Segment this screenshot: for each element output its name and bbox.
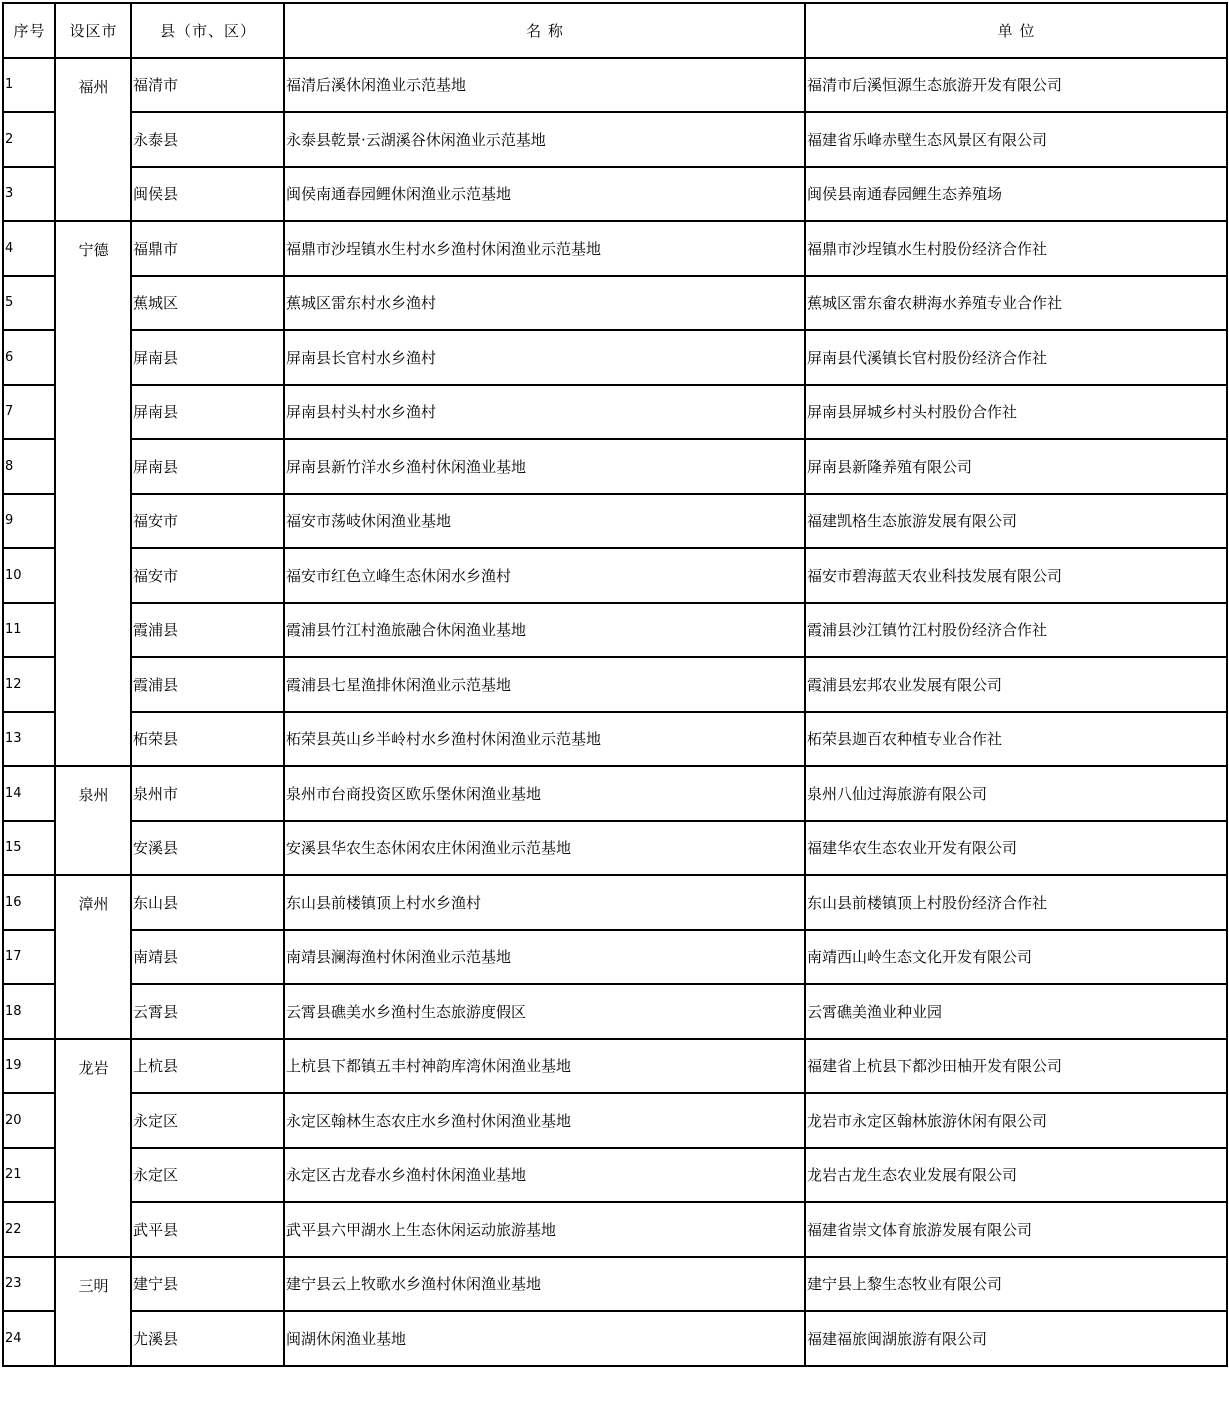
cell-city: 龙岩 (55, 1039, 131, 1257)
cell-seq: 20 (3, 1093, 55, 1148)
header-name: 名 称 (284, 3, 805, 58)
cell-county: 南靖县 (131, 930, 284, 985)
cell-name: 屏南县村头村水乡渔村 (284, 385, 805, 440)
cell-seq: 18 (3, 984, 55, 1039)
cell-name: 永定区古龙春水乡渔村休闲渔业基地 (284, 1148, 805, 1203)
cell-seq: 12 (3, 657, 55, 712)
cell-county: 柘荣县 (131, 712, 284, 767)
cell-county: 福清市 (131, 58, 284, 113)
table-row (3, 167, 1227, 222)
table-row (3, 1311, 1227, 1366)
cell-unit: 福建省崇文体育旅游发展有限公司 (805, 1202, 1227, 1257)
cell-seq: 1 (3, 58, 55, 113)
cell-city: 泉州 (55, 766, 131, 875)
cell-unit: 柘荣县迦百农种植专业合作社 (805, 712, 1227, 767)
cell-name: 闽侯南通春园鲤休闲渔业示范基地 (284, 167, 805, 222)
cell-seq: 8 (3, 439, 55, 494)
header-unit: 单 位 (805, 3, 1227, 58)
cell-county: 永泰县 (131, 112, 284, 167)
table-row (3, 657, 1227, 712)
cell-name: 福安市红色立峰生态休闲水乡渔村 (284, 548, 805, 603)
cell-unit: 龙岩古龙生态农业发展有限公司 (805, 1148, 1227, 1203)
cell-unit: 福建省上杭县下都沙田柚开发有限公司 (805, 1039, 1227, 1094)
cell-county: 屏南县 (131, 439, 284, 494)
cell-unit: 屏南县屏城乡村头村股份合作社 (805, 385, 1227, 440)
cell-name: 云霄县礁美水乡渔村生态旅游度假区 (284, 984, 805, 1039)
cell-unit: 龙岩市永定区翰林旅游休闲有限公司 (805, 1093, 1227, 1148)
cell-unit: 东山县前楼镇顶上村股份经济合作社 (805, 875, 1227, 930)
table-row (3, 821, 1227, 876)
cell-seq: 5 (3, 276, 55, 331)
cell-name: 蕉城区雷东村水乡渔村 (284, 276, 805, 331)
table-row (3, 1257, 1227, 1312)
cell-unit: 福建省乐峰赤壁生态风景区有限公司 (805, 112, 1227, 167)
cell-seq: 13 (3, 712, 55, 767)
cell-name: 霞浦县七星渔排休闲渔业示范基地 (284, 657, 805, 712)
cell-county: 霞浦县 (131, 657, 284, 712)
cell-county: 福鼎市 (131, 221, 284, 276)
cell-county: 永定区 (131, 1093, 284, 1148)
cell-county: 东山县 (131, 875, 284, 930)
cell-city: 漳州 (55, 875, 131, 1039)
cell-seq: 7 (3, 385, 55, 440)
cell-unit: 福建华农生态农业开发有限公司 (805, 821, 1227, 876)
table-row (3, 766, 1227, 821)
cell-unit: 福建福旅闽湖旅游有限公司 (805, 1311, 1227, 1366)
cell-name: 安溪县华农生态休闲农庄休闲渔业示范基地 (284, 821, 805, 876)
cell-unit: 霞浦县宏邦农业发展有限公司 (805, 657, 1227, 712)
table-row (3, 548, 1227, 603)
cell-name: 福安市荡岐休闲渔业基地 (284, 494, 805, 549)
cell-county: 霞浦县 (131, 603, 284, 658)
table-row (3, 712, 1227, 767)
fishery-base-table (2, 2, 1228, 1367)
table-row (3, 875, 1227, 930)
cell-county: 安溪县 (131, 821, 284, 876)
cell-seq: 22 (3, 1202, 55, 1257)
cell-county: 泉州市 (131, 766, 284, 821)
table-row (3, 1148, 1227, 1203)
cell-unit: 屏南县代溪镇长官村股份经济合作社 (805, 330, 1227, 385)
cell-unit: 福安市碧海蓝天农业科技发展有限公司 (805, 548, 1227, 603)
cell-county: 蕉城区 (131, 276, 284, 331)
cell-name: 上杭县下都镇五丰村神韵库湾休闲渔业基地 (284, 1039, 805, 1094)
cell-name: 东山县前楼镇顶上村水乡渔村 (284, 875, 805, 930)
cell-city: 三明 (55, 1257, 131, 1366)
cell-seq: 15 (3, 821, 55, 876)
table-row (3, 385, 1227, 440)
table-row (3, 603, 1227, 658)
cell-county: 上杭县 (131, 1039, 284, 1094)
table-row (3, 494, 1227, 549)
cell-seq: 19 (3, 1039, 55, 1094)
cell-name: 南靖县澜海渔村休闲渔业示范基地 (284, 930, 805, 985)
cell-seq: 11 (3, 603, 55, 658)
cell-name: 建宁县云上牧歌水乡渔村休闲渔业基地 (284, 1257, 805, 1312)
cell-unit: 福鼎市沙埕镇水生村股份经济合作社 (805, 221, 1227, 276)
cell-seq: 14 (3, 766, 55, 821)
cell-name: 柘荣县英山乡半岭村水乡渔村休闲渔业示范基地 (284, 712, 805, 767)
cell-seq: 10 (3, 548, 55, 603)
cell-name: 武平县六甲湖水上生态休闲运动旅游基地 (284, 1202, 805, 1257)
cell-seq: 9 (3, 494, 55, 549)
cell-unit: 建宁县上黎生态牧业有限公司 (805, 1257, 1227, 1312)
table-row (3, 58, 1227, 113)
cell-unit: 屏南县新隆养殖有限公司 (805, 439, 1227, 494)
cell-seq: 24 (3, 1311, 55, 1366)
cell-seq: 4 (3, 221, 55, 276)
table-row (3, 1039, 1227, 1094)
cell-unit: 泉州八仙过海旅游有限公司 (805, 766, 1227, 821)
cell-name: 屏南县新竹洋水乡渔村休闲渔业基地 (284, 439, 805, 494)
table-row (3, 930, 1227, 985)
cell-name: 福清后溪休闲渔业示范基地 (284, 58, 805, 113)
cell-county: 闽侯县 (131, 167, 284, 222)
header-county: 县（市、区） (131, 3, 284, 58)
cell-seq: 2 (3, 112, 55, 167)
table-row (3, 276, 1227, 331)
cell-name: 霞浦县竹江村渔旅融合休闲渔业基地 (284, 603, 805, 658)
header-seq: 序号 (3, 3, 55, 58)
cell-seq: 17 (3, 930, 55, 985)
cell-city: 福州 (55, 58, 131, 222)
cell-name: 福鼎市沙埕镇水生村水乡渔村休闲渔业示范基地 (284, 221, 805, 276)
cell-county: 屏南县 (131, 330, 284, 385)
cell-name: 泉州市台商投资区欧乐堡休闲渔业基地 (284, 766, 805, 821)
cell-unit: 福清市后溪恒源生态旅游开发有限公司 (805, 58, 1227, 113)
cell-unit: 霞浦县沙江镇竹江村股份经济合作社 (805, 603, 1227, 658)
cell-unit: 南靖西山岭生态文化开发有限公司 (805, 930, 1227, 985)
cell-city: 宁德 (55, 221, 131, 766)
table-row (3, 984, 1227, 1039)
cell-unit: 闽侯县南通春园鲤生态养殖场 (805, 167, 1227, 222)
cell-county: 云霄县 (131, 984, 284, 1039)
table-row (3, 221, 1227, 276)
header-city: 设区市 (55, 3, 131, 58)
cell-county: 福安市 (131, 548, 284, 603)
cell-unit: 云霄礁美渔业种业园 (805, 984, 1227, 1039)
cell-county: 永定区 (131, 1148, 284, 1203)
table-row (3, 1202, 1227, 1257)
cell-county: 武平县 (131, 1202, 284, 1257)
table-row (3, 439, 1227, 494)
cell-seq: 23 (3, 1257, 55, 1312)
cell-name: 闽湖休闲渔业基地 (284, 1311, 805, 1366)
table-row (3, 112, 1227, 167)
cell-seq: 21 (3, 1148, 55, 1203)
cell-seq: 6 (3, 330, 55, 385)
header-row (3, 3, 1227, 58)
cell-unit: 蕉城区雷东畲农耕海水养殖专业合作社 (805, 276, 1227, 331)
cell-name: 屏南县长官村水乡渔村 (284, 330, 805, 385)
table-row (3, 1093, 1227, 1148)
cell-county: 福安市 (131, 494, 284, 549)
cell-seq: 16 (3, 875, 55, 930)
cell-county: 建宁县 (131, 1257, 284, 1312)
cell-seq: 3 (3, 167, 55, 222)
cell-county: 尤溪县 (131, 1311, 284, 1366)
cell-county: 屏南县 (131, 385, 284, 440)
table-body (3, 58, 1227, 1366)
cell-unit: 福建凯格生态旅游发展有限公司 (805, 494, 1227, 549)
cell-name: 永定区翰林生态农庄水乡渔村休闲渔业基地 (284, 1093, 805, 1148)
table-row (3, 330, 1227, 385)
cell-name: 永泰县乾景·云湖溪谷休闲渔业示范基地 (284, 112, 805, 167)
